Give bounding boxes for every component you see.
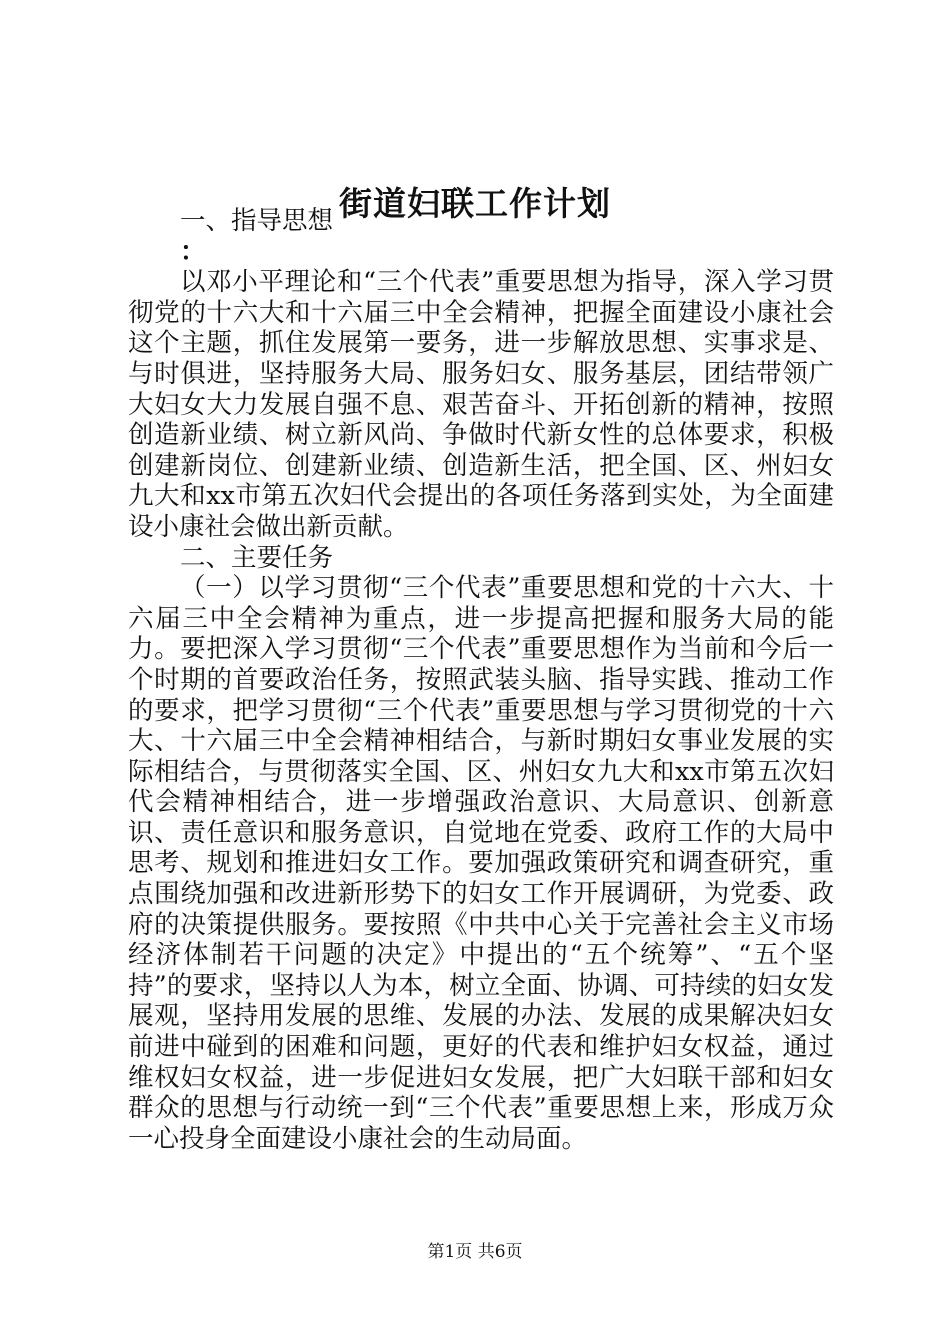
page-footer: 第1页 共6页 xyxy=(427,1242,523,1262)
paragraph-guiding-ideology: 以邓小平理论和“三个代表”重要思想为指导，深入学习贯彻党的十六大和十六届三中全会精神，把握全面建设小康社会这个主题，抓住发展第一要务，进一步解放思想、实事求是、与时俱进，坚持服务大局、服务妇女、服务基层，团结带领广大妇女大力发展自强不息、艰苦奋斗、开拓创新的精神，按照创造新业绩、树立新风尚、争做时代新女性的总体要求，积极创建新岗位、创建新业绩、创造新生活，把全国、区、州妇女九大和xx市第五次妇代会提出的各项任务落到实处，为全面建设小康社会做出新贡献。 xyxy=(128,267,834,542)
section-colon: ： xyxy=(180,236,206,267)
section-heading-guiding-ideology: 一、指导思想 xyxy=(180,206,334,236)
document-title: 街道妇联工作计划 xyxy=(339,184,611,223)
paragraph-main-tasks: （一）以学习贯彻“三个代表”重要思想和党的十六大、十六届三中全会精神为重点，进一步提高把握和服务大局的能力。要把深入学习贯彻“三个代表”重要思想作为当前和今后一个时期的首要政治任务，按照武装头脑、指导实践、推动工作的要求，把学习贯彻“三个代表”重要思想与学习贯彻党的十六大、十六届三中全会精神相结合，与新时期妇女事业发展的实际相结合，与贯彻落实全国、区、州妇女九大和xx市第五次妇代会精神相结合，进一步增强政治意识、大局意识、创新意识、责任意识和服务意识，自觉地在党委、政府工作的大局中思考、规划和推进妇女工作。要加强政策研究和调查研究，重点围绕加强和改进新形势下的妇女工作开展调研，为党委、政府的决策提供服务。要按照《中共中心关于完善社会主义市场经济体制若干问题的决定》中提出的“五个统筹”、“五个坚持”的要求，坚持以人为本，树立全面、协调、可持续的妇女发展观，坚持用发展的思维、发展的办法、发展的成果解决妇女前进中碰到的困难和问题，更好的代表和维护妇女权益，通过维权妇女权益，进一步促进妇女发展，把广大妇联干部和妇女群众的思想与行动统一到“三个代表”重要思想上来，形成万众一心投身全面建设小康社会的生动局面。 xyxy=(128,573,834,1154)
section-heading-main-tasks: 二、主要任务 xyxy=(180,542,334,573)
document-body xyxy=(128,206,834,1154)
